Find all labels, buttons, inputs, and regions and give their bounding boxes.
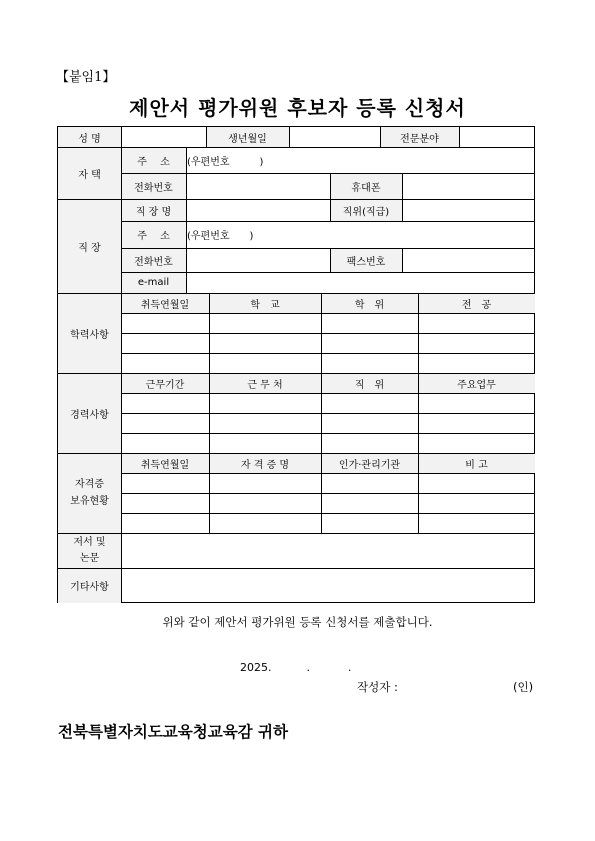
birth-label: 생년월일: [206, 127, 289, 147]
grid-line: [380, 127, 381, 147]
home-phone-field[interactable]: [186, 173, 330, 199]
education-header-school: 학 교: [209, 293, 321, 313]
career-header-period: 근무기간: [121, 373, 209, 393]
grid-line: [121, 473, 535, 474]
position-field[interactable]: [402, 199, 535, 221]
grid-line: [330, 173, 331, 199]
grid-line: [321, 293, 322, 533]
grid-line: [330, 199, 331, 221]
seal-label: (인): [513, 680, 534, 694]
other-field[interactable]: [121, 568, 535, 603]
license-header-name: 자 격 증 명: [209, 453, 321, 473]
work-label: 직 장: [58, 199, 121, 293]
education-header-date: 취득연월일: [121, 293, 209, 313]
name-field[interactable]: [121, 127, 206, 147]
grid-line: [121, 353, 535, 354]
license-section-label: [58, 453, 121, 533]
publications-field[interactable]: [121, 533, 535, 568]
home-address-label: 주 소: [121, 147, 186, 173]
grid-line: [121, 513, 535, 514]
work-address-label: 주 소: [121, 221, 186, 248]
grid-line: [289, 127, 290, 147]
grid-line: [121, 393, 535, 394]
grid-line: [418, 293, 419, 533]
grid-line: [121, 173, 535, 174]
grid-line: [121, 248, 535, 249]
mobile-label: 휴대폰: [330, 173, 402, 199]
grid-line: [206, 127, 207, 147]
grid-line: [459, 127, 460, 147]
recipient-line: 전북특별자치도교육청교육감 귀하: [58, 722, 288, 741]
career-header-duties: 주요업무: [418, 373, 535, 393]
workplace-label: 직 장 명: [121, 199, 186, 221]
publications-label-line1: 저서 및: [73, 536, 106, 548]
grid-line: [121, 333, 535, 334]
name-label: 성 명: [58, 127, 121, 147]
fax-label: 팩스번호: [330, 248, 402, 272]
date-day-dot: .: [348, 661, 352, 674]
grid-line: [58, 568, 535, 569]
mobile-field[interactable]: [402, 173, 535, 199]
career-header-workplace: 근 무 처: [209, 373, 321, 393]
birth-field[interactable]: [289, 127, 380, 147]
license-header-authority: 인가·관리기관: [321, 453, 418, 473]
grid-line: [402, 248, 403, 272]
grid-line: [58, 199, 535, 200]
date-month-dot: .: [306, 661, 310, 674]
grid-line: [209, 293, 210, 533]
career-section-label: 경력사항: [58, 373, 121, 453]
career-header-position: 직 위: [321, 373, 418, 393]
field-label: 전문분야: [380, 127, 459, 147]
attachment-label: 【붙임1】: [56, 70, 116, 85]
grid-line: [121, 493, 535, 494]
position-label: 직위(직급): [330, 199, 402, 221]
education-header-major: 전 공: [418, 293, 535, 313]
grid-line: [121, 413, 535, 414]
declaration-statement: 위와 같이 제안서 평가위원 등록 신청서를 제출합니다.: [162, 615, 433, 629]
grid-line: [402, 199, 403, 221]
home-label: 자 택: [58, 147, 121, 199]
form-title: 제안서 평가위원 후보자 등록 신청서: [129, 96, 466, 120]
license-header-date: 취득연월일: [121, 453, 209, 473]
grid-line: [121, 221, 535, 222]
grid-line: [121, 272, 535, 273]
application-form-table: [57, 126, 535, 603]
grid-line: [121, 433, 535, 434]
license-header-remarks: 비 고: [418, 453, 535, 473]
grid-line: [58, 373, 535, 374]
publications-label-line2: 논문: [79, 552, 100, 564]
email-label: e-mail: [121, 272, 186, 293]
home-phone-label: 전화번호: [121, 173, 186, 199]
publications-label: [58, 533, 121, 568]
home-address-field[interactable]: (우편번호 ): [187, 156, 264, 168]
other-label: 기타사항: [58, 568, 121, 603]
education-header-degree: 학 위: [321, 293, 418, 313]
grid-line: [402, 173, 403, 199]
grid-line: [58, 147, 535, 148]
submission-date: [240, 661, 352, 674]
grid-line: [186, 147, 187, 293]
fax-field[interactable]: [402, 248, 535, 272]
date-year: 2025.: [240, 661, 272, 674]
work-phone-label: 전화번호: [121, 248, 186, 272]
grid-line: [58, 533, 535, 534]
grid-line: [58, 453, 535, 454]
grid-line: [121, 313, 535, 314]
grid-line: [121, 127, 122, 603]
grid-line: [330, 248, 331, 272]
license-label-line1: 자격증: [75, 479, 104, 490]
workplace-field[interactable]: [186, 199, 330, 221]
license-label-line2: 보유현황: [70, 496, 109, 507]
email-field[interactable]: [186, 272, 535, 293]
work-phone-field[interactable]: [186, 248, 330, 272]
field-value[interactable]: [459, 127, 535, 147]
grid-line: [58, 293, 535, 294]
education-section-label: 학력사항: [58, 293, 121, 373]
author-label: 작성자 :: [357, 680, 398, 694]
work-address-field[interactable]: (우편번호 ): [187, 231, 254, 242]
